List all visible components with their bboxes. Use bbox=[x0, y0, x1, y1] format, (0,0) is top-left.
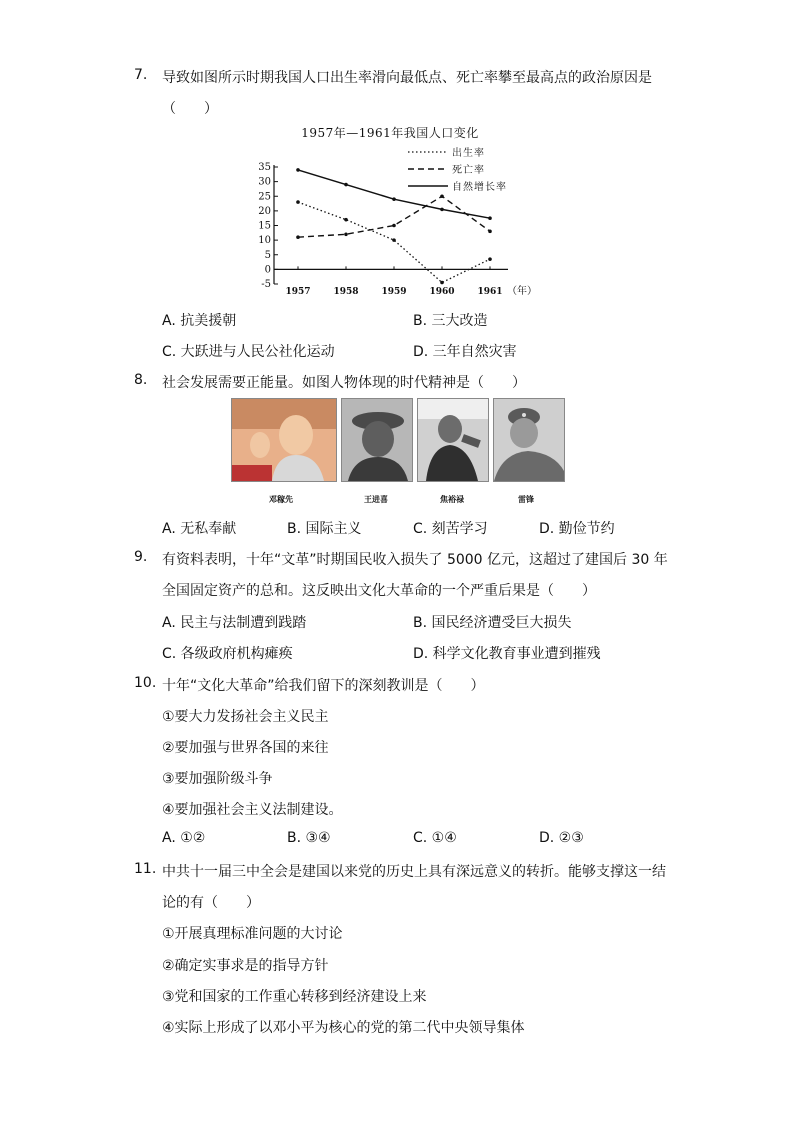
y-tick-label: 15 bbox=[258, 220, 271, 232]
q11-item-1: ①开展真理标准问题的大讨论 bbox=[162, 926, 343, 942]
question-9-line1: 有资料表明，十年“文革”时期国民收入损失了 5000 亿元，这超过了建国后 30 年 bbox=[162, 552, 668, 568]
series-point bbox=[392, 224, 396, 228]
x-tick-label: 1957 bbox=[285, 287, 311, 297]
series-line-2 bbox=[298, 196, 490, 237]
series-point bbox=[344, 218, 348, 222]
q8-option-d[interactable]: D. 勤俭节约 bbox=[539, 521, 615, 537]
q10-item-3: ③要加强阶级斗争 bbox=[162, 771, 273, 787]
q9-option-b[interactable]: B. 国民经济遭受巨大损失 bbox=[413, 615, 572, 631]
q10-item-4: ④要加强社会主义法制建设。 bbox=[162, 802, 343, 818]
y-tick-label: 20 bbox=[258, 205, 271, 217]
series-point bbox=[440, 281, 444, 285]
series-point bbox=[296, 200, 300, 204]
series-point bbox=[488, 216, 492, 220]
question-11-line1: 中共十一届三中全会是建国以来党的历史上具有深远意义的转折。能够支撑这一结 bbox=[162, 864, 666, 880]
series-point bbox=[392, 197, 396, 201]
legend-label-1: 出生率 bbox=[452, 148, 485, 159]
y-tick-label: 35 bbox=[258, 162, 271, 173]
photo-caption-wang-jinxi: 王进喜 bbox=[364, 495, 388, 504]
legend-label-2: 死亡率 bbox=[452, 165, 485, 176]
question-8-stem: 社会发展需要正能量。如图人物体现的时代精神是（ ） bbox=[162, 375, 526, 391]
x-axis-label: （年） bbox=[507, 286, 537, 297]
x-tick-label: 1959 bbox=[381, 287, 407, 297]
q11-item-4: ④实际上形成了以邓小平为核心的党的第二代中央领导集体 bbox=[162, 1020, 525, 1036]
photo-caption-deng-jiaxian: 邓稼先 bbox=[269, 495, 293, 504]
series-point bbox=[392, 238, 396, 242]
q11-item-3: ③党和国家的工作重心转移到经济建设上来 bbox=[162, 989, 427, 1005]
series-point bbox=[440, 194, 444, 198]
question-7-blank: （ ） bbox=[162, 101, 218, 117]
q10-item-1: ①要大力发扬社会主义民主 bbox=[162, 709, 329, 725]
q10-option-a[interactable]: A. ①② bbox=[162, 830, 206, 846]
q10-option-c[interactable]: C. ①④ bbox=[413, 830, 457, 846]
series-point bbox=[344, 183, 348, 187]
question-10-number: 10. bbox=[134, 675, 157, 691]
series-point bbox=[488, 257, 492, 261]
y-tick-label: 30 bbox=[258, 176, 271, 188]
q9-option-d[interactable]: D. 科学文化教育事业遭到摧残 bbox=[413, 646, 601, 662]
q9-option-c[interactable]: C. 各级政府机构瘫痪 bbox=[162, 646, 293, 662]
q10-item-2: ②要加强与世界各国的来往 bbox=[162, 740, 329, 756]
photo-caption-jiao-yulu: 焦裕禄 bbox=[440, 495, 464, 504]
series-point bbox=[488, 230, 492, 234]
series-point bbox=[296, 235, 300, 239]
y-tick-label: 0 bbox=[264, 264, 271, 276]
y-tick-label: 5 bbox=[264, 249, 271, 261]
x-tick-label: 1960 bbox=[429, 287, 455, 297]
x-tick-label: 1958 bbox=[333, 287, 359, 297]
chart-title: 1957年—1961年我国人口变化 bbox=[301, 126, 479, 140]
photo-caption-lei-feng: 雷锋 bbox=[518, 495, 534, 504]
population-chart bbox=[252, 122, 552, 304]
q10-option-b[interactable]: B. ③④ bbox=[287, 830, 331, 846]
q8-option-b[interactable]: B. 国际主义 bbox=[287, 521, 362, 537]
legend-label-3: 自然增长率 bbox=[452, 182, 507, 193]
series-point bbox=[344, 232, 348, 236]
question-7-stem: 导致如图所示时期我国人口出生率滑向最低点、死亡率攀至最高点的政治原因是 bbox=[162, 70, 652, 86]
q7-option-c[interactable]: C. 大跃进与人民公社化运动 bbox=[162, 344, 335, 360]
q8-option-c[interactable]: C. 刻苦学习 bbox=[413, 521, 488, 537]
series-line-1 bbox=[298, 202, 490, 282]
question-11-number: 11. bbox=[134, 861, 157, 877]
photo-deng-jiaxian bbox=[231, 398, 337, 482]
photo-lei-feng bbox=[493, 398, 565, 482]
q8-option-a[interactable]: A. 无私奉献 bbox=[162, 521, 237, 537]
photo-jiao-yulu bbox=[417, 398, 489, 482]
q10-option-d[interactable]: D. ②③ bbox=[539, 830, 584, 846]
q7-option-a[interactable]: A. 抗美援朝 bbox=[162, 313, 237, 329]
photo-wang-jinxi bbox=[341, 398, 413, 482]
y-tick-label: 25 bbox=[258, 191, 271, 203]
question-9-line2: 全国固定资产的总和。这反映出文化大革命的一个严重后果是（ ） bbox=[162, 583, 596, 599]
series-line-3 bbox=[298, 170, 490, 218]
question-7-number: 7. bbox=[134, 67, 148, 83]
question-9-number: 9. bbox=[134, 549, 148, 565]
series-point bbox=[440, 208, 444, 212]
q11-item-2: ②确定实事求是的指导方针 bbox=[162, 958, 329, 974]
q9-option-a[interactable]: A. 民主与法制遭到践踏 bbox=[162, 615, 307, 631]
q7-option-b[interactable]: B. 三大改造 bbox=[413, 313, 488, 329]
y-tick-label: 10 bbox=[258, 235, 271, 247]
x-tick-label: 1961 bbox=[477, 287, 503, 297]
y-tick-label: -5 bbox=[261, 279, 271, 290]
question-11-line2: 论的有（ ） bbox=[162, 895, 260, 911]
q7-option-d[interactable]: D. 三年自然灾害 bbox=[413, 344, 517, 360]
question-10-stem: 十年“文化大革命”给我们留下的深刻教训是（ ） bbox=[162, 678, 485, 694]
series-point bbox=[296, 168, 300, 172]
question-8-number: 8. bbox=[134, 372, 148, 388]
